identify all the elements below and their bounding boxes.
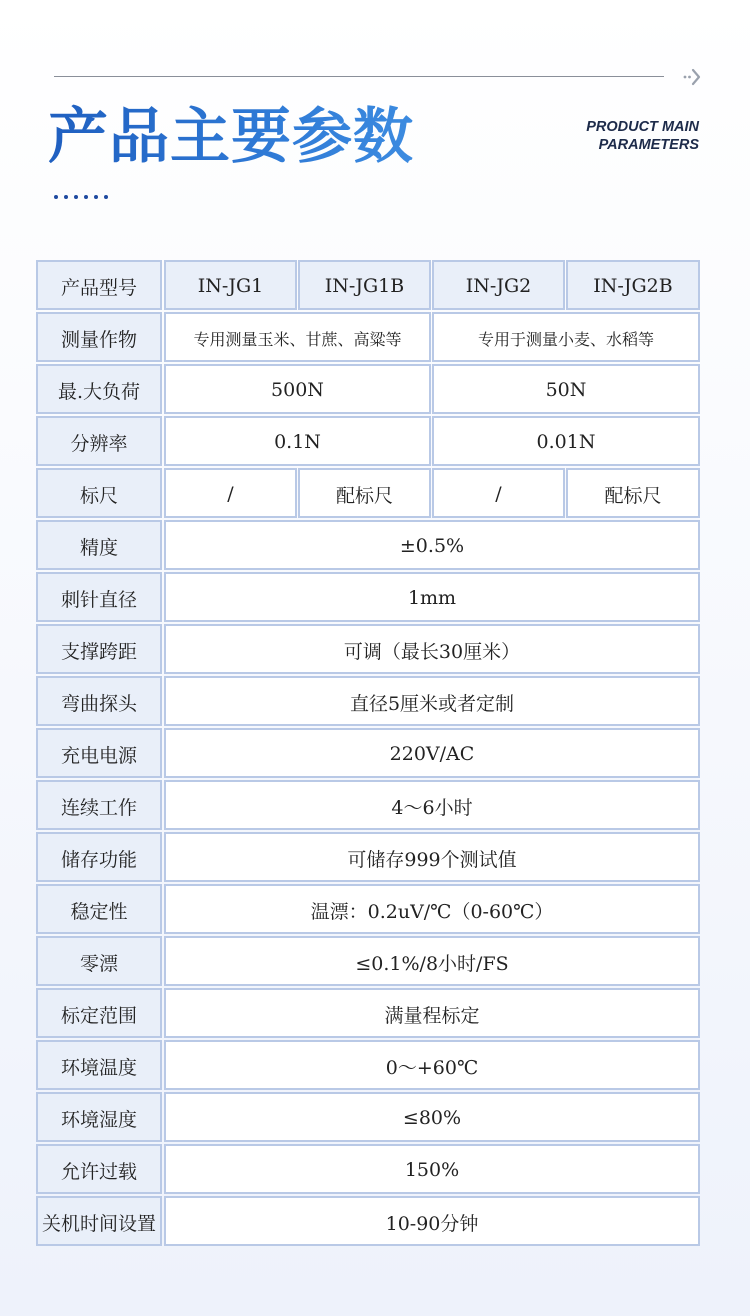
- row-label: 分辨率: [36, 416, 162, 466]
- value-cell: ≤0.1%/8小时/FS: [164, 936, 700, 986]
- page-title: 产品主要参数: [48, 98, 414, 176]
- value-cell: 配标尺: [298, 468, 431, 518]
- value-cell: 220V/AC: [164, 728, 700, 778]
- row-label: 弯曲探头: [36, 676, 162, 726]
- value-cell: 直径5厘米或者定制: [164, 676, 700, 726]
- row-label: 支撑跨距: [36, 624, 162, 674]
- value-cell: 0～+60℃: [164, 1040, 700, 1090]
- model-header-cell: IN-JG2B: [566, 260, 700, 310]
- row-label: 允许过载: [36, 1144, 162, 1194]
- row-label: 精度: [36, 520, 162, 570]
- header-divider-line: [54, 76, 664, 77]
- value-cell: 50N: [432, 364, 700, 414]
- value-cell: ≤80%: [164, 1092, 700, 1142]
- value-cell: 专用测量玉米、甘蔗、高粱等: [164, 312, 431, 362]
- row-label: 标尺: [36, 468, 162, 518]
- row-label: 环境湿度: [36, 1092, 162, 1142]
- value-cell: 10-90分钟: [164, 1196, 700, 1246]
- value-cell: 500N: [164, 364, 431, 414]
- value-cell: 0.1N: [164, 416, 431, 466]
- value-cell: 温漂：0.2uV/℃（0-60℃）: [164, 884, 700, 934]
- english-subtitle-line2: PARAMETERS: [598, 137, 699, 153]
- row-label: 刺针直径: [36, 572, 162, 622]
- row-label: 储存功能: [36, 832, 162, 882]
- row-label: 稳定性: [36, 884, 162, 934]
- value-cell: 可储存999个测试值: [164, 832, 700, 882]
- value-cell: 1mm: [164, 572, 700, 622]
- english-subtitle: [586, 118, 699, 154]
- value-cell: /: [432, 468, 565, 518]
- value-cell: 满量程标定: [164, 988, 700, 1038]
- decorative-dots: [54, 195, 108, 199]
- value-cell: /: [164, 468, 297, 518]
- model-header-cell: IN-JG2: [432, 260, 565, 310]
- row-label: 最.大负荷: [36, 364, 162, 414]
- value-cell: 配标尺: [566, 468, 700, 518]
- value-cell: 150%: [164, 1144, 700, 1194]
- arrow-right-icon: [682, 66, 704, 88]
- parameters-table: [36, 260, 700, 1250]
- row-label: 充电电源: [36, 728, 162, 778]
- row-label: 零漂: [36, 936, 162, 986]
- english-subtitle-line1: PRODUCT MAIN: [586, 119, 699, 135]
- value-cell: 0.01N: [432, 416, 700, 466]
- row-label: 环境温度: [36, 1040, 162, 1090]
- row-label: 连续工作: [36, 780, 162, 830]
- row-label: 标定范围: [36, 988, 162, 1038]
- value-cell: 专用于测量小麦、水稻等: [432, 312, 700, 362]
- row-label: 关机时间设置: [36, 1196, 162, 1246]
- value-cell: ±0.5%: [164, 520, 700, 570]
- value-cell: 4～6小时: [164, 780, 700, 830]
- model-header-cell: IN-JG1: [164, 260, 297, 310]
- row-label: 测量作物: [36, 312, 162, 362]
- row-label: 产品型号: [36, 260, 162, 310]
- model-header-cell: IN-JG1B: [298, 260, 431, 310]
- value-cell: 可调（最长30厘米）: [164, 624, 700, 674]
